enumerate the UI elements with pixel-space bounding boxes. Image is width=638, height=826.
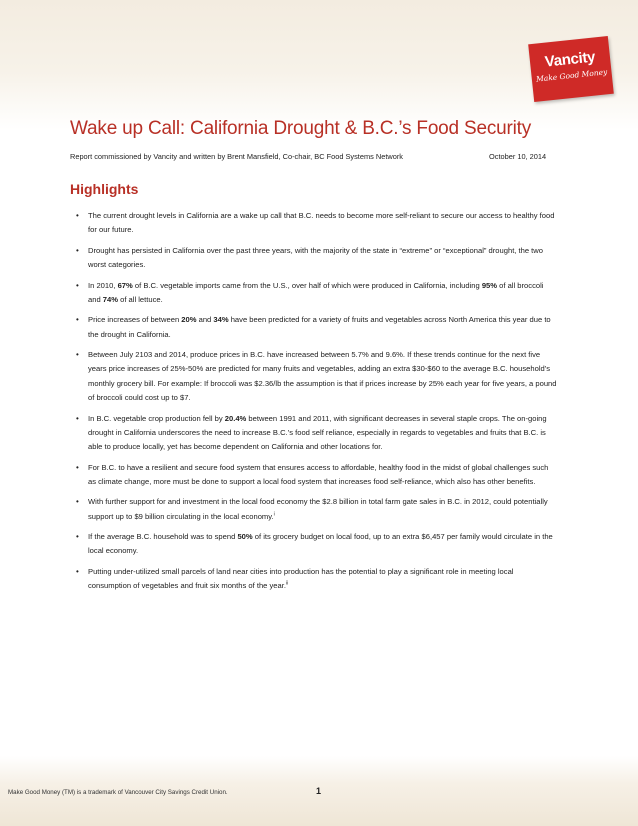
bullet-text: In B.C. vegetable crop production fell by bbox=[88, 413, 225, 423]
bullet-icon: • bbox=[76, 497, 79, 507]
bullet-text: have been predicted for a variety of fruits and vegetables across North America this year due to the drought in California. bbox=[88, 315, 551, 339]
highlight-figure: 50% bbox=[237, 532, 253, 542]
list-item bbox=[76, 244, 558, 273]
report-byline: Report commissioned by Vancity and written by Brent Mansfield, Co-chair, BC Food Systems Network bbox=[70, 152, 403, 161]
bullet-icon: • bbox=[76, 211, 79, 220]
bullet-icon: • bbox=[76, 532, 79, 542]
bullet-text: of all lettuce. bbox=[117, 294, 163, 304]
list-item bbox=[76, 348, 558, 405]
highlight-figure: 95% bbox=[481, 280, 498, 290]
list-item bbox=[76, 565, 558, 594]
highlight-figure: 20.4% bbox=[224, 413, 247, 423]
bullet-icon: • bbox=[76, 462, 79, 472]
bullet-icon: • bbox=[76, 350, 79, 360]
bullet-text: of all broccoli and bbox=[88, 280, 544, 304]
page-title: Wake up Call: California Drought & B.C.’s Food Security bbox=[70, 118, 532, 139]
page-number: 1 bbox=[316, 786, 322, 796]
list-item bbox=[76, 313, 558, 342]
highlights-list bbox=[76, 209, 558, 600]
list-item bbox=[76, 530, 558, 559]
list-item bbox=[76, 495, 558, 524]
list-item bbox=[76, 461, 558, 490]
logo-name: Vancity bbox=[544, 48, 596, 71]
logo-tagline: Make Good Money bbox=[535, 67, 608, 84]
bullet-text: Price increases of between bbox=[88, 315, 182, 325]
bullet-icon: • bbox=[76, 566, 79, 576]
bullet-text: Between July 2103 and 2014, produce prices in B.C. have increased between 5.7% and 9.6%. If these trends continue for the next five years price increases of 25%-50% are predicted for many fruits and vegetables, adding an extra $30-$60 to the average B.C. household’s monthly grocery bill. For example: If broccoli was $2.36/lb the assumption is that if prices increase by 25% each year for five years, a pound of broccoli could cost up to $7. bbox=[88, 350, 557, 403]
footnote-marker: ii bbox=[285, 580, 289, 587]
bullet-icon: • bbox=[76, 315, 79, 325]
bullet-text: and bbox=[196, 315, 214, 325]
list-item bbox=[76, 412, 558, 455]
bullet-text: If the average B.C. household was to spend bbox=[88, 532, 238, 542]
highlight-figure: 34% bbox=[213, 315, 229, 325]
highlights-heading: Highlights bbox=[70, 181, 139, 197]
bullet-text: For B.C. to have a resilient and secure food system that ensures access to affordable, healthy food in the midst of global challenges such as climate change, more must be done to support a local food system that increases food self-reliance, which also has other benefits. bbox=[88, 462, 549, 486]
highlight-figure: 74% bbox=[102, 294, 118, 304]
trademark-note: Make Good Money (TM) is a trademark of Vancouver City Savings Credit Union. bbox=[8, 789, 228, 796]
list-item bbox=[76, 209, 558, 238]
bullet-text: of B.C. vegetable imports came from the U.S., over half of which were produced in California, including bbox=[132, 280, 482, 290]
highlight-figure: 67% bbox=[117, 280, 133, 290]
bullet-text: Putting under-utilized small parcels of land near cities into production has the potential to play a significant role in meeting local consumption of vegetables and fruit six months of the year. bbox=[88, 566, 514, 591]
bullet-icon: • bbox=[76, 245, 79, 255]
bullet-icon: • bbox=[76, 413, 79, 423]
bullet-icon: • bbox=[76, 280, 79, 290]
vancity-logo bbox=[528, 36, 614, 102]
report-date: October 10, 2014 bbox=[489, 152, 547, 161]
bullet-text: In 2010, bbox=[88, 280, 118, 290]
bullet-text: Drought has persisted in California over the past three years, with the majority of the state in “extreme” or “exceptional” drought, the two worst categories. bbox=[88, 245, 544, 270]
list-item bbox=[76, 279, 558, 308]
highlight-figure: 20% bbox=[181, 315, 197, 325]
bullet-text: between 1991 and 2011, with significant decreases in several staple crops. The on-going drought in California underscores the need to increase B.C.’s food self reliance, especially in regards to vegetables and fruits that B.C. is able to produce locally, yet has become dependent on California and other locations for. bbox=[88, 413, 547, 452]
bullet-text: With further support for and investment in the local food economy the $2.8 billion in total farm gate sales in B.C. in 2012, could potentially support up to $9 billion circulating in the local economy. bbox=[88, 497, 548, 521]
bullet-text: The current drought levels in California are a wake up call that B.C. needs to become more self-reliant to secure our access to healthy food for our future. bbox=[88, 211, 555, 235]
bullet-text: of its grocery budget on local food, up to an extra $6,457 per family would circulate in the local economy. bbox=[88, 532, 553, 556]
footnote-marker: i bbox=[273, 511, 275, 518]
